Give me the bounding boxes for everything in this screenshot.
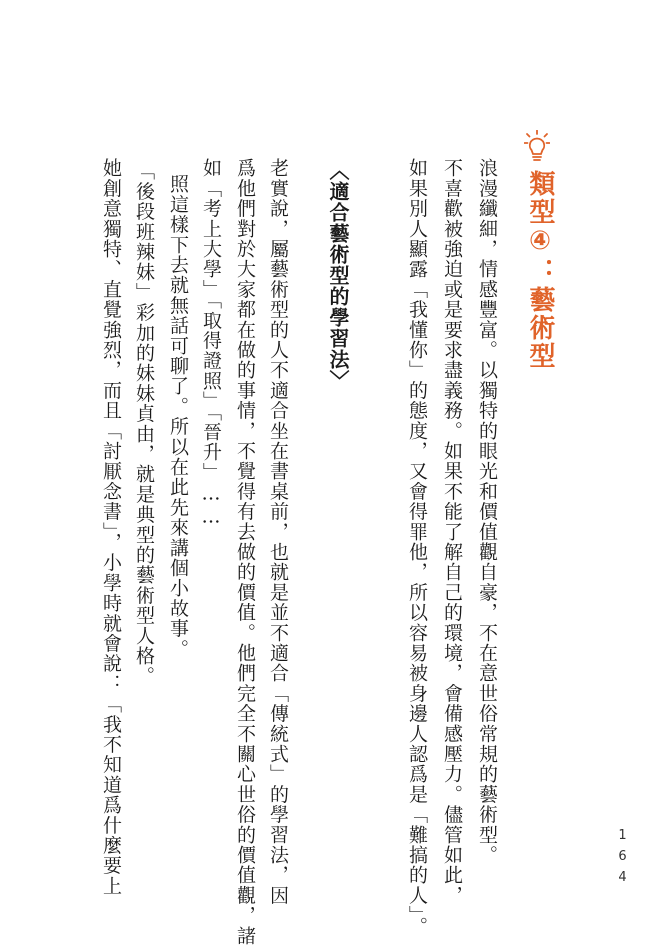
- body-column-5: 「後段班辣妹」彩加的妹妹貞由，就是典型的藝術型人格。: [133, 161, 155, 687]
- body-column-6: 她創意獨特、直覺強烈，而且「討厭念書」，小學時就會說：「我不知道爲什麼要上: [100, 158, 122, 896]
- body-column-1: 老實說，屬藝術型的人不適合坐在書桌前，也就是並不適合「傳統式」的學習法，因: [267, 158, 289, 906]
- intro-column-2: 不喜歡被強迫或是要求盡義務。如果不能了解自己的環境，會備感壓力。儘管如此，: [441, 158, 463, 906]
- body-column-2: 爲他們對於大家都在做的事情，不覺得有去做的價值。他們完全不關心世俗的價值觀，諸: [234, 158, 256, 946]
- page-number: 164: [615, 828, 630, 891]
- body-column-4: 照這樣下去就無話可聊了。所以在此先來講個小故事。: [167, 174, 189, 659]
- section-heading: 〈適合藝術型的學習法〉: [326, 160, 350, 391]
- lightbulb-icon: [524, 130, 550, 164]
- intro-column-3: 如果別人顯露「我懂你」的態度，又會得罪他，所以容易被身邊人認爲是「難搞的人」。: [406, 158, 428, 937]
- chapter-title: 類型④：藝術型: [525, 170, 555, 370]
- body-column-3: 如「考上大學」「取得證照」「晉升」……: [200, 158, 222, 529]
- chapter-title-block: [516, 130, 556, 370]
- intro-column-1: 浪漫纖細，情感豐富。以獨特的眼光和價值觀自豪，不在意世俗常規的藝術型。: [476, 158, 498, 865]
